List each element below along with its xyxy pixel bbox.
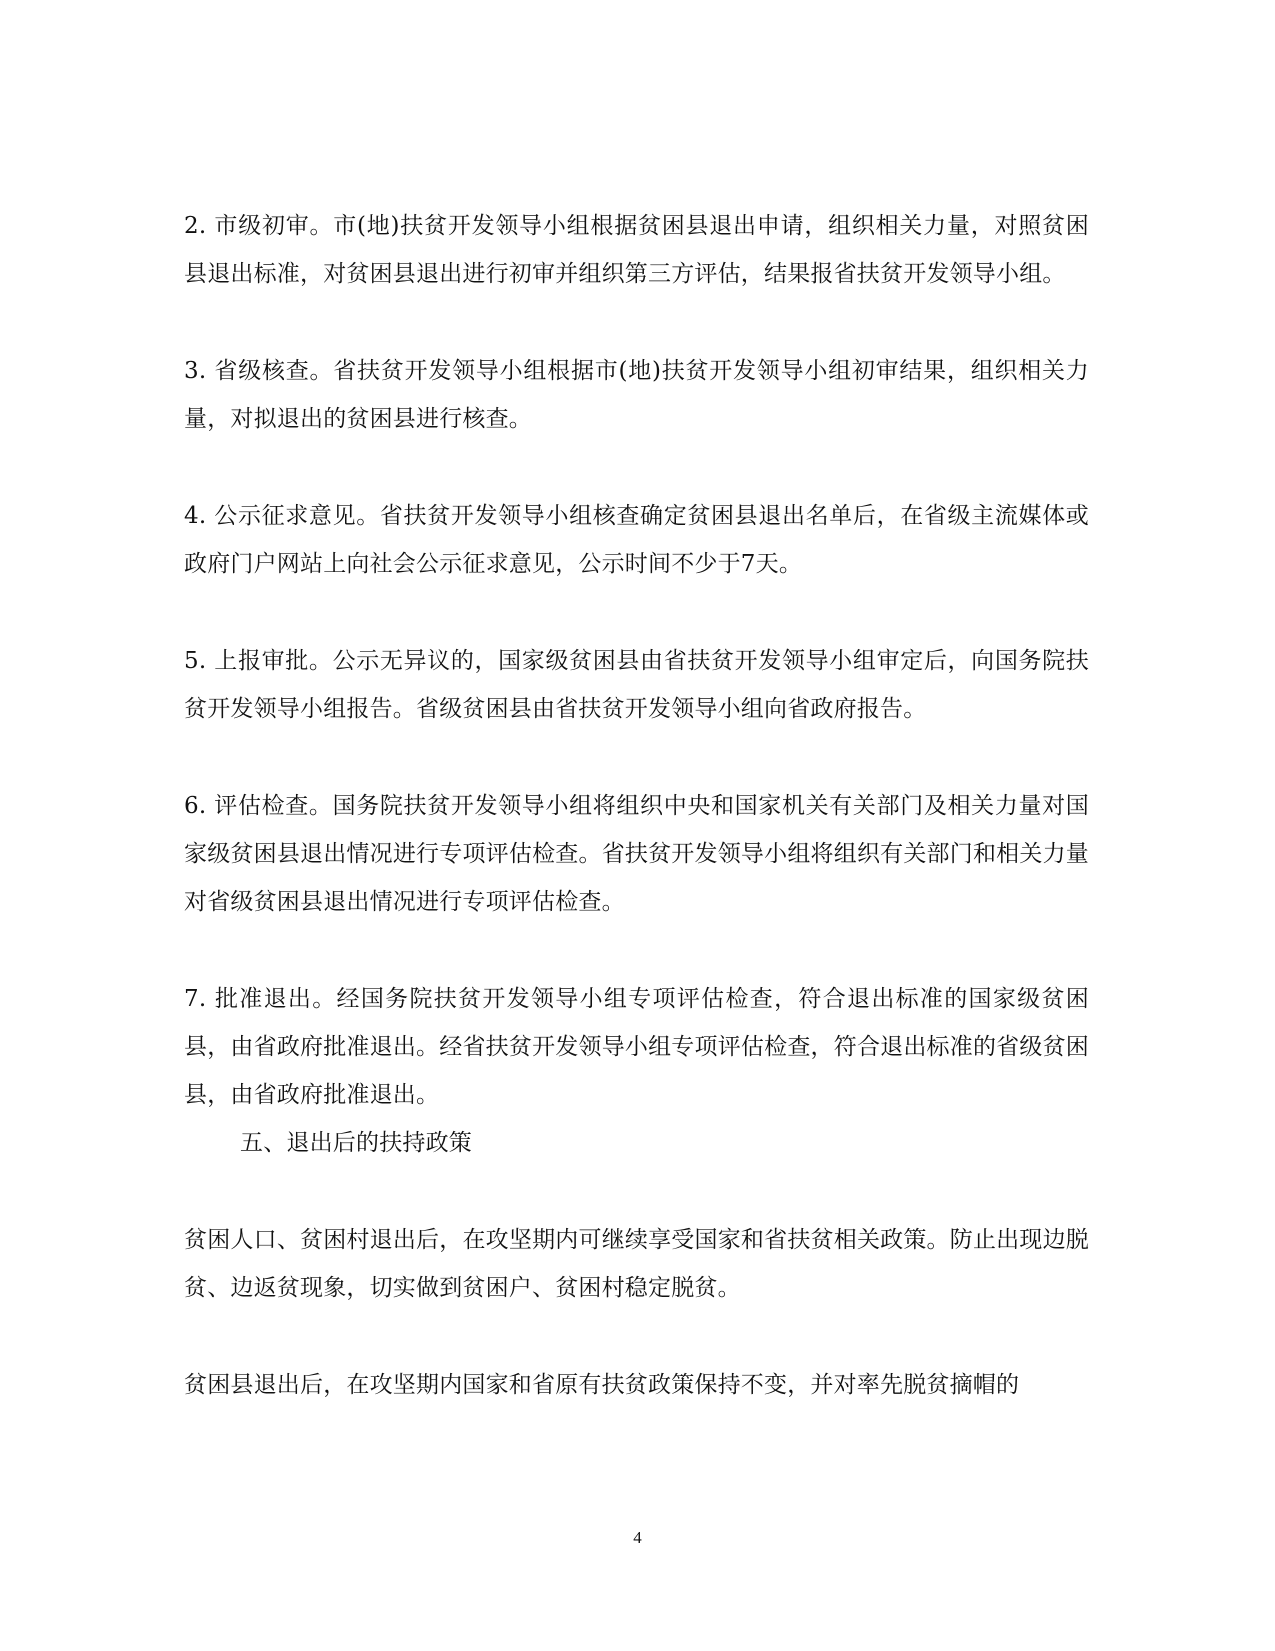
- paragraph-item-2: 2. 市级初审。市(地)扶贫开发领导小组根据贫困县退出申请，组织相关力量，对照贫困县退出标准，对贫困县退出进行初审并组织第三方评估，结果报省扶贫开发领导小组。: [184, 213, 1089, 287]
- paragraph-item-4: 4. 公示征求意见。省扶贫开发领导小组核查确定贫困县退出名单后，在省级主流媒体或政府门户网站上向社会公示征求意见，公示时间不少于7天。: [184, 503, 1089, 577]
- paragraph-item-6: 6. 评估检查。国务院扶贫开发领导小组将组织中央和国家机关有关部门及相关力量对国家级贫困县退出情况进行专项评估检查。省扶贫开发领导小组将组织有关部门和相关力量对省级贫困县退出情况进行专项评估检查。: [184, 793, 1089, 915]
- paragraph-item-3: 3. 省级核查。省扶贫开发领导小组根据市(地)扶贫开发领导小组初审结果，组织相关力量，对拟退出的贫困县进行核查。: [184, 358, 1089, 432]
- page-body: [184, 202, 1089, 1409]
- paragraph-item-5: 5. 上报审批。公示无异议的，国家级贫困县由省扶贫开发领导小组审定后，向国务院扶贫开发领导小组报告。省级贫困县由省扶贫开发领导小组向省政府报告。: [184, 648, 1089, 722]
- paragraph-item-7: 7. 批准退出。经国务院扶贫开发领导小组专项评估检查，符合退出标准的国家级贫困县，由省政府批准退出。经省扶贫开发领导小组专项评估检查，符合退出标准的省级贫困县，由省政府批准退出。: [184, 986, 1089, 1108]
- section-heading: 五、退出后的扶持政策: [240, 1130, 472, 1156]
- paragraph-support-policy-2: 贫困县退出后，在攻坚期内国家和省原有扶贫政策保持不变，并对率先脱贫摘帽的: [184, 1372, 1020, 1398]
- page-number: 4: [633, 1528, 642, 1547]
- paragraph-support-policy-1: 贫困人口、贫困村退出后，在攻坚期内可继续享受国家和省扶贫相关政策。防止出现边脱贫、边返贫现象，切实做到贫困户、贫困村稳定脱贫。: [184, 1227, 1089, 1301]
